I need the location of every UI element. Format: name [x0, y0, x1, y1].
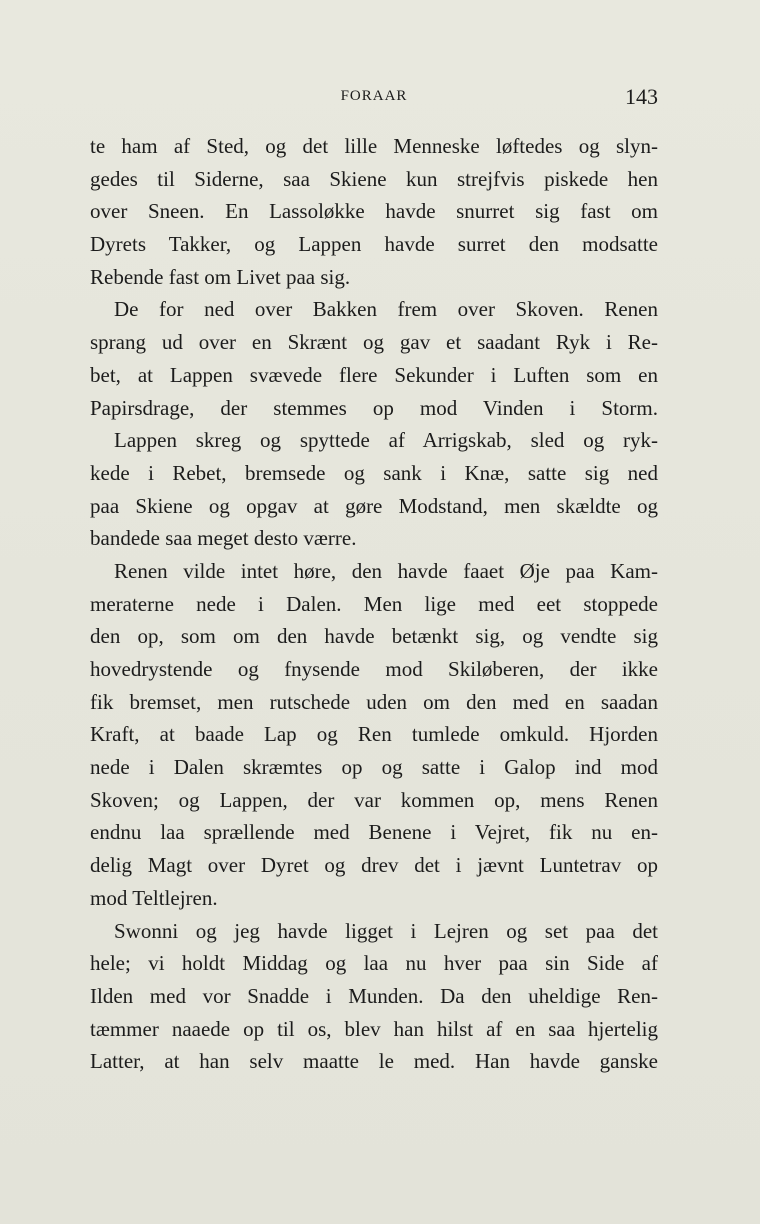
text-line: over Sneen. En Lassoløkke havde snurret sig fast om — [90, 199, 658, 224]
text-line: kede i Rebet, bremsede og sank i Knæ, satte sig ned — [90, 460, 658, 485]
text-line: delig Magt over Dyret og drev det i jævnt Luntetrav op — [90, 853, 658, 878]
text-line: hele; vi holdt Middag og laa nu hver paa sin Side af — [90, 951, 658, 976]
text-line: fik bremset, men rutschede uden om den med en saadan — [90, 689, 658, 714]
text-line: te ham af Sted, og det lille Menneske løftedes og slyn- — [90, 134, 658, 158]
text-line: Latter, at han selv maatte le med. Han havde ganske — [90, 1049, 658, 1074]
text-line: Swonni og jeg havde ligget i Lejren og set paa det — [114, 918, 658, 943]
text-line: Kraft, at baade Lap og Ren tumlede omkuld. Hjorden — [90, 722, 658, 747]
text-line: paa Skiene og opgav at gøre Modstand, men skældte og — [90, 493, 658, 518]
text-line: bet, at Lappen svævede flere Sekunder i Luften som en — [90, 362, 658, 387]
page-number: 143 — [625, 84, 658, 109]
text-line: Dyrets Takker, og Lappen havde surret den modsatte — [90, 232, 658, 257]
text-line: mod Teltlejren. — [90, 885, 218, 910]
text-line: Papirsdrage, der stemmes op mod Vinden i Storm. — [90, 395, 658, 420]
text-line: den op, som om den havde betænkt sig, og vendte sig — [90, 624, 658, 649]
text-line: hovedrystende og fnysende mod Skiløberen, der ikke — [90, 657, 658, 681]
text-line: Renen vilde intet høre, den havde faaet Øje paa Kam- — [114, 558, 658, 583]
text-line: nede i Dalen skræmtes op og satte i Galop ind mod — [90, 755, 658, 780]
text-line: gedes til Siderne, saa Skiene kun strejfvis piskede hen — [90, 166, 658, 191]
text-line: endnu laa sprællende med Benene i Vejret, fik nu en- — [90, 820, 658, 845]
text-line: tæmmer naaede op til os, blev han hilst af en saa hjertelig — [90, 1016, 658, 1041]
text-line: Rebende fast om Livet paa sig. — [90, 264, 351, 289]
running-head — [90, 84, 658, 110]
text-line: bandede saa meget desto værre. — [90, 526, 357, 551]
text-line: De for ned over Bakken frem over Skoven. Renen — [114, 297, 658, 322]
running-title: FORAAR — [340, 88, 408, 104]
body-text — [90, 130, 658, 1078]
text-line: meraterne nede i Dalen. Men lige med eet stoppede — [90, 591, 658, 616]
text-line: Lappen skreg og spyttede af Arrigskab, sled og ryk- — [114, 428, 658, 453]
text-line: Skoven; og Lappen, der var kommen op, mens Renen — [90, 787, 658, 812]
text-line: Ilden med vor Snadde i Munden. Da den uheldige Ren- — [90, 983, 658, 1008]
text-line: sprang ud over en Skrænt og gav et saadant Ryk i Re- — [90, 330, 658, 355]
